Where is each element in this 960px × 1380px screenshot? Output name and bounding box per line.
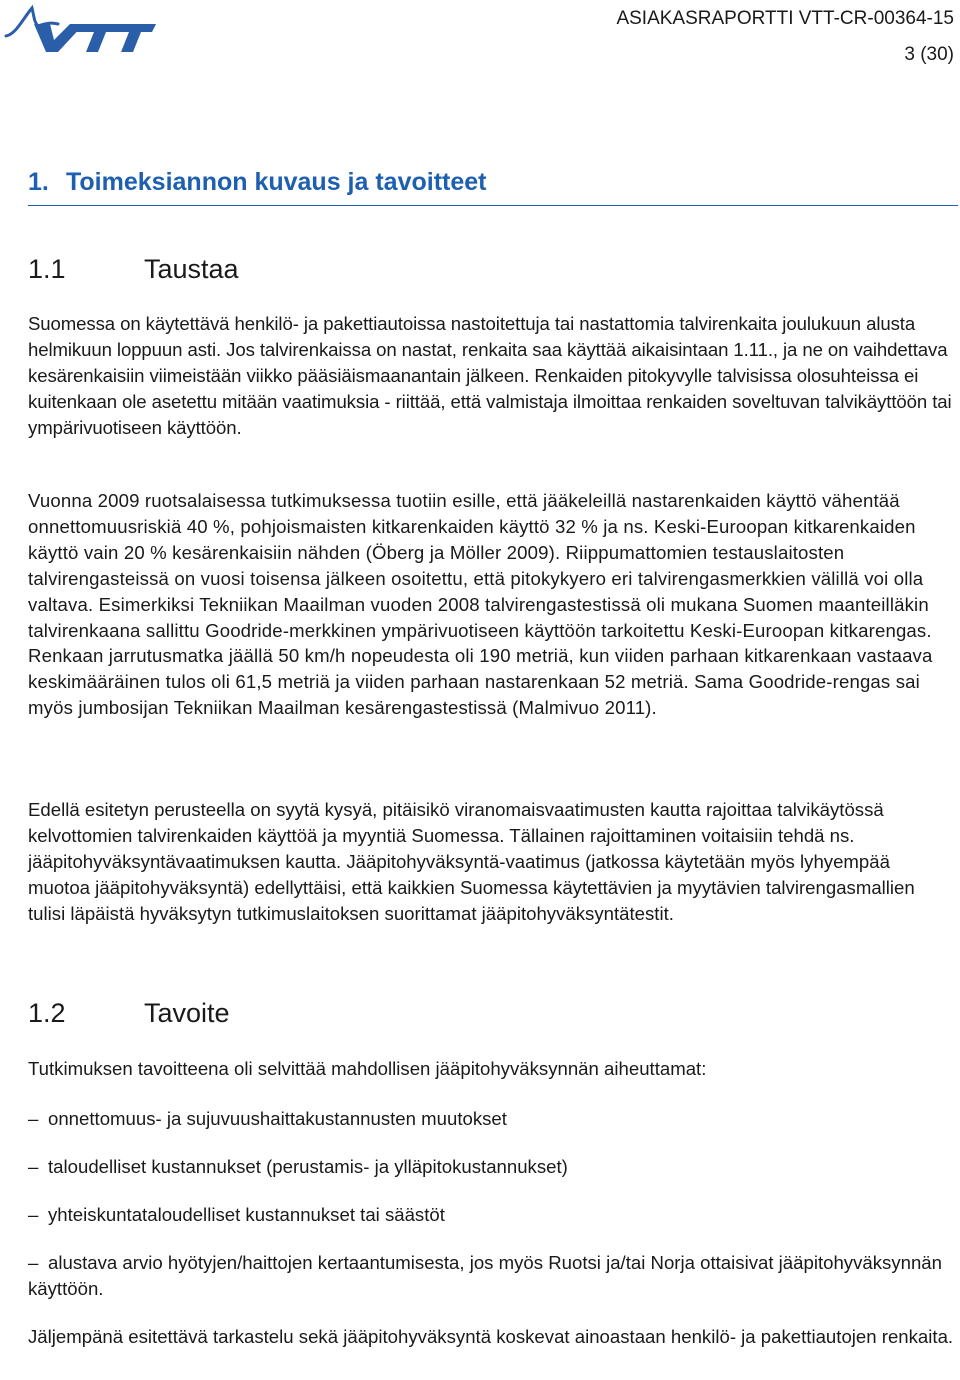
section-1-number: 1. — [28, 168, 49, 196]
bullet-text: onnettomuus- ja sujuvuushaittakustannusten muutokset — [48, 1108, 507, 1129]
paragraph-background-1: Suomessa on käytettävä henkilö- ja pakettiautoissa nastoitettuja tai nastattomia talvirenkaita joulukuun alusta helmikuun loppuun asti. Jos talvirenkaissa on nastat, renkaita saa käyttää aikaisintaan 1.11., ja ne on vaihdettava kesärenkaisiin viimeistään viikko pääsiäismaanantain jälkeen. Renkaiden pitokyvylle talvisissa olosuhteissa ei kuitenkaan ole asetettu mitään vaatimuksia - riittää, että valmistaja ilmoittaa renkaiden soveltuvan talvikäyttöön tai ympärivuotiseen käyttöön. — [28, 313, 952, 438]
bullet-text: yhteiskuntataloudelliset kustannukset tai säästöt — [48, 1204, 445, 1225]
goal-bullet — [28, 1154, 954, 1180]
section-1-2-title: Tavoite — [144, 998, 230, 1028]
section-1-2-heading — [28, 998, 230, 1029]
bullet-dash: – — [28, 1204, 39, 1225]
bullet-dash: – — [28, 1108, 39, 1129]
vtt-logo-graphic — [4, 2, 156, 56]
goal-bullet — [28, 1250, 954, 1302]
vtt-logo — [4, 2, 156, 56]
bullet-text: taloudelliset kustannukset (perustamis- ja ylläpitokustannukset) — [48, 1156, 568, 1177]
section-1-heading — [28, 168, 958, 206]
goal-bullet — [28, 1202, 954, 1228]
bullet-dash: – — [28, 1156, 39, 1177]
bullet-dash: – — [28, 1252, 39, 1273]
goal-intro: Tutkimuksen tavoitteena oli selvittää mahdollisen jääpitohyväksynnän aiheuttamat: — [28, 1058, 707, 1079]
section-1-1-title: Taustaa — [144, 254, 239, 284]
paragraph-background-3: Edellä esitetyn perusteella on syytä kysyä, pitäisikö viranomaisvaatimusten kautta rajoittaa talvikäytössä kelvottomien talvirenkaiden käyttöä ja myyntiä Suomessa. Tällainen rajoittaminen voitaisiin tehdä ns. jääpitohyväksyntävaatimuksen kautta. Jääpitohyväksyntä-vaatimus (jatkossa käytetään myös lyhyempää muotoa jääpitohyväksyntä) edellyttäisi, että kaikkien Suomessa käytettävien ja myytävien talvirengasmallien tulisi läpäistä hyväksytyn tutkimuslaitoksen suorittamat jääpitohyväksyntätestit. — [28, 799, 915, 924]
page-number: 3 (30) — [904, 44, 954, 65]
section-1-1-heading — [28, 254, 239, 285]
section-1-1-number: 1.1 — [28, 254, 66, 284]
section-1-2-number: 1.2 — [28, 998, 66, 1028]
closing-paragraph: Jäljempänä esitettävä tarkastelu sekä jääpitohyväksyntä koskevat ainoastaan henkilö- ja pakettiautojen renkaita. — [28, 1326, 954, 1347]
bullet-text: alustava arvio hyötyjen/haittojen kertaantumisesta, jos myös Ruotsi ja/tai Norja ottaisivat jääpitohyväksynnän käyttöön. — [28, 1252, 942, 1299]
goal-bullet — [28, 1106, 954, 1132]
paragraph-background-2: Vuonna 2009 ruotsalaisessa tutkimuksessa tuotiin esille, että jääkeleillä nastarenkaiden käyttö vähentää onnettomuusriskiä 40 %, pohjoismaisten kitkarenkaiden käyttö 32 % ja ns. Keski-Euroopan kitkarenkaiden käyttö vain 20 % kesärenkaisiin nähden (Öberg ja Möller 2009). Riippumattomien testauslaitosten talvirengasteissä on vuosi toisensa jälkeen osoitettu, että pitokykyero eri talvirengasmerkkien välillä voi olla valtava. Esimerkiksi Tekniikan Maailman vuoden 2008 talvirengastestissä oli mukana Suomen maanteilläkin talvirenkaana sallittu Goodride-merkkinen ympärivuotiseen käyttöön tarkoitettu Keski-Euroopan kitkarengas. Renkaan jarrutusmatka jäällä 50 km/h nopeudesta oli 190 metriä, kun viiden parhaan kitkarenkaan vastaava keskimääräinen tulos oli 61,5 metriä ja viiden parhaan nastarenkaan 52 metriä. Sama Goodride-rengas sai myös jumbosijan Tekniikan Maailman kesärengastestissä (Malmivuo 2011). — [28, 490, 933, 719]
section-1-title: Toimeksiannon kuvaus ja tavoitteet — [66, 168, 487, 196]
report-id: ASIAKASRAPORTTI VTT-CR-00364-15 — [616, 8, 954, 29]
